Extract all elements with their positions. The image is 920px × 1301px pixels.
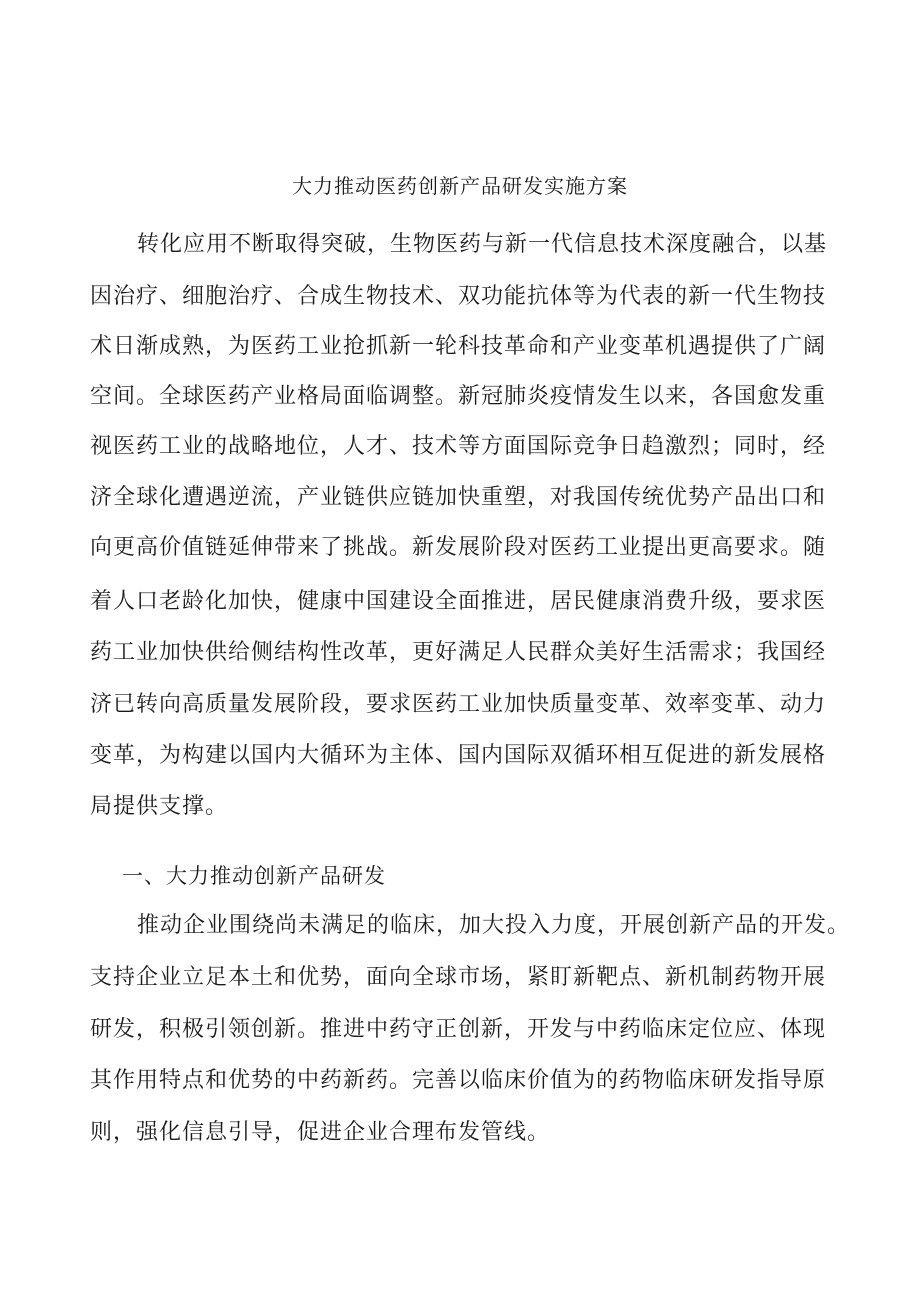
paragraph-1-line: 济全球化遭遇逆流，产业链供应链加快重塑，对我国传统优势产品出口和: [90, 485, 827, 510]
paragraph-2-line: 其作用特点和优势的中药新药。完善以临床价值为的药物临床研发指导原: [90, 1068, 827, 1093]
paragraph-1-line: 术日渐成熟，为医药工业抢抓新一轮科技革命和产业变革机遇提供了广阔: [90, 334, 827, 359]
document-title: 大力推动医药创新产品研发实施方案: [292, 174, 628, 198]
paragraph-1-line: 空间。全球医药产业格局面临调整。新冠肺炎疫情发生以来，各国愈发重: [90, 384, 827, 409]
paragraph-2-line: 则，强化信息引导，促进企业合理布发管线。: [90, 1120, 551, 1145]
paragraph-1-line: 转化应用不断取得突破，生物医药与新一代信息技术深度融合，以基: [137, 232, 828, 257]
paragraph-2-line: 研发，积极引领创新。推进中药守正创新，开发与中药临床定位应、体现: [90, 1017, 827, 1042]
paragraph-1-line: 药工业加快供给侧结构性改革，更好满足人民群众美好生活需求；我国经: [90, 640, 827, 665]
paragraph-2-line: 推动企业围绕尚未满足的临床，加大投入力度，开展创新产品的开发。: [137, 913, 851, 938]
paragraph-1-line: 视医药工业的战略地位，人才、技术等方面国际竞争日趋激烈；同时，经: [90, 434, 827, 459]
paragraph-1-line: 变革，为构建以国内大循环为主体、国内国际双循环相互促进的新发展格: [90, 743, 827, 768]
paragraph-1-line: 向更高价值链延伸带来了挑战。新发展阶段对医药工业提出更高要求。随: [90, 535, 827, 560]
paragraph-1-line: 因治疗、细胞治疗、合成生物技术、双功能抗体等为代表的新一代生物技: [90, 284, 827, 309]
paragraph-1-line: 着人口老龄化加快，健康中国建设全面推进，居民健康消费升级，要求医: [90, 589, 827, 614]
paragraph-1-line: 济已转向高质量发展阶段，要求医药工业加快质量变革、效率变革、动力: [90, 692, 827, 717]
paragraph-2-line: 支持企业立足本土和优势，面向全球市场，紧盯新靶点、新机制药物开展: [90, 965, 827, 990]
section-heading: 一、大力推动创新产品研发: [122, 864, 386, 888]
paragraph-1-line: 局提供支撑。: [90, 794, 229, 819]
